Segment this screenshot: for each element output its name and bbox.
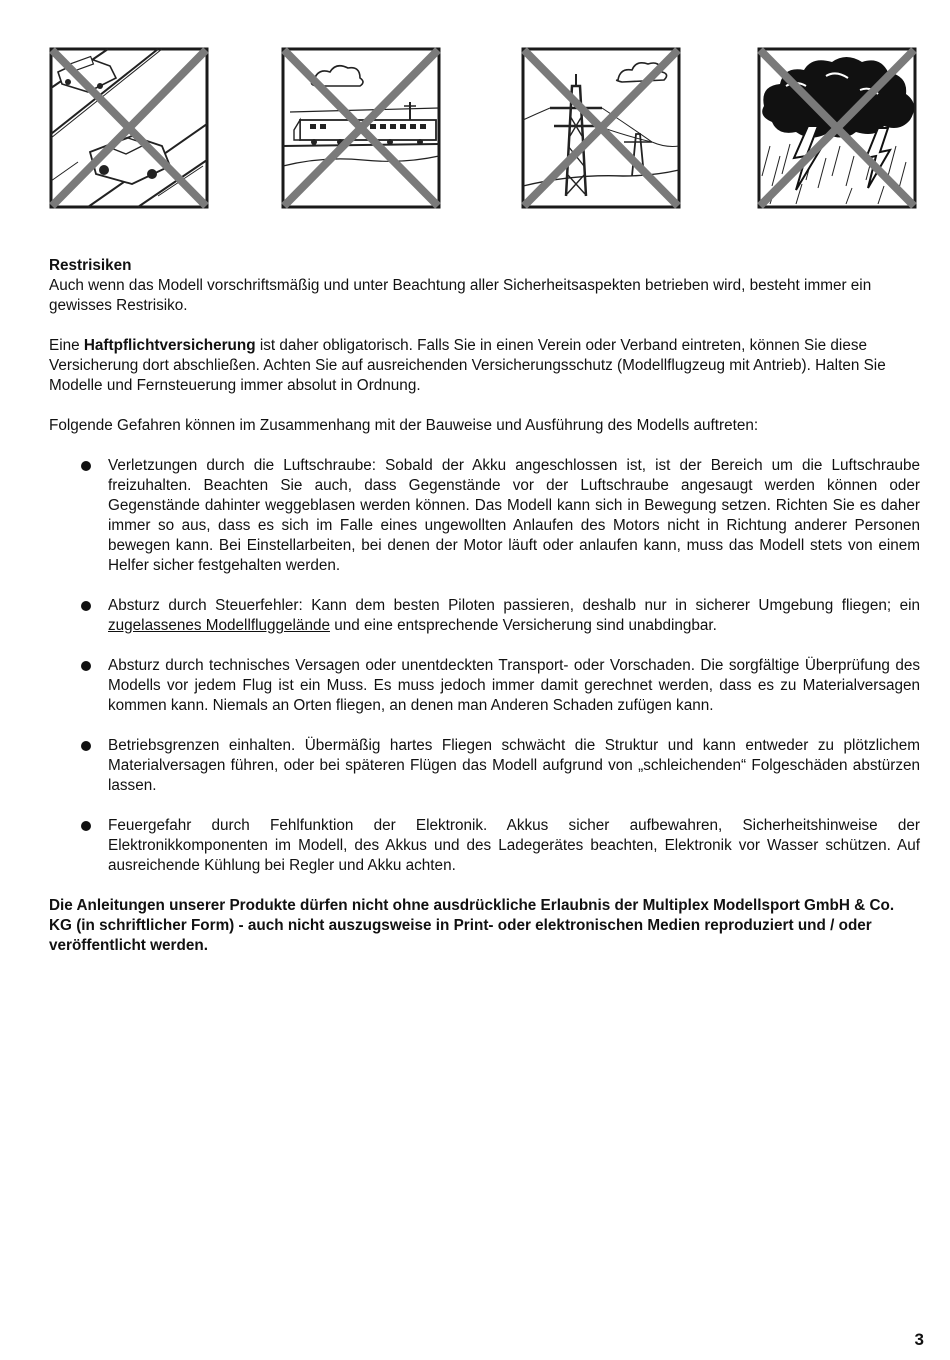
warning-pictograms: [48, 46, 920, 214]
copyright-notice: Die Anleitungen unserer Produkte dürfen nicht ohne ausdrückliche Erlaubnis der Multiplex Modellsport GmbH & Co. KG (in schriftlicher Form) - auch nicht auszugsweise in Print- oder elektronischen Medien reproduziert und / oder veröffentlicht werden.: [49, 897, 895, 954]
list-item: [49, 456, 920, 576]
list-item-text: Betriebsgrenzen einhalten. Übermäßig hartes Fliegen schwächt die Struktur und kann entweder zu plötzlichem Materialversagen führen, oder bei späteren Flügen das Modell aufgrund von „schleichenden“ Folgeschäden abstürzen lassen.: [108, 737, 920, 794]
list-item-text: und eine entsprechende Versicherung sind unabdingbar.: [329, 617, 717, 634]
modellfluggelaende-link[interactable]: zugelassenes Modellfluggelände: [108, 617, 330, 634]
bullet-icon: [81, 821, 91, 831]
page-number: 3: [914, 1330, 924, 1349]
section-heading: Restrisiken: [49, 257, 132, 274]
intro-paragraph: Auch wenn das Modell vorschriftsmäßig und unter Beachtung aller Sicherheitsaspekten betrieben wird, besteht immer ein gewisses Restrisiko.: [49, 277, 872, 314]
dangers-intro: Folgende Gefahren können im Zusammenhang mit der Bauweise und Ausführung des Modells auftreten:: [49, 417, 759, 434]
no-power-lines-icon: [520, 46, 682, 210]
bullet-icon: [81, 461, 91, 471]
no-thunderstorm-icon: [756, 46, 918, 210]
list-item-text: Verletzungen durch die Luftschraube: Sobald der Akku angeschlossen ist, ist der Bereich um die Luftschraube freizuhalten. Beachten Sie auch, dass Gegenstände vor der Luftschraube angesaugt werden können oder Gegenstände dahinter weggeblasen werden können. Das Modell kann sich in Bewegung setzen. Richten Sie es daher immer so aus, dass es sich im Falle eines ungewollten Anlaufen des Motors nicht in Richtung anderer Personen bewegen kann. Bei Einstellarbeiten, bei denen der Motor läuft oder anlaufen kann, muss das Modell stets von einem Helfer sicher festgehalten werden.: [108, 457, 920, 574]
list-item: [49, 736, 920, 796]
danger-list: [49, 456, 920, 876]
list-item: [49, 816, 920, 876]
insurance-paragraph: [49, 336, 920, 396]
no-railway-icon: [280, 46, 442, 210]
insurance-keyword: Haftpflichtversicherung: [83, 337, 256, 354]
list-item-text: Feuergefahr durch Fehlfunktion der Elektronik. Akkus sicher aufbewahren, Sicherheitshinweise der Elektronikkomponenten im Modell, des Akkus und des Ladegerätes beachten, Elektronik vor Wasser schützen. Auf ausreichende Kühlung bei Regler und Akku achten.: [108, 817, 920, 874]
insurance-text-after: ist daher obligatorisch. Falls Sie in einen Verein oder Verband eintreten, können Sie diese Versicherung dort abschließen. Achten Sie auf ausreichenden Versicherungsschutz (Modellflugzeug mit Antrieb). Halten Sie Modelle und Fernsteuerung immer absolut in Ordnung.: [49, 337, 886, 394]
no-roads-icon: [48, 46, 210, 210]
insurance-text-before: Eine: [49, 337, 84, 354]
bullet-icon: [81, 741, 91, 751]
list-item-text: Absturz durch Steuerfehler: Kann dem besten Piloten passieren, deshalb nur in sicherer Umgebung fliegen; ein: [108, 597, 920, 614]
safety-text: [49, 256, 920, 976]
list-item: [49, 656, 920, 716]
bullet-icon: [81, 661, 91, 671]
list-item-text: Absturz durch technisches Versagen oder unentdeckten Transport- oder Vorschaden. Die sorgfältige Überprüfung des Modells vor jedem Flug ist ein Muss. Es muss jedoch immer damit gerechnet werden, dass es zu Materialversagen kommen kann. Niemals an Orten fliegen, an denen man Anderen Schaden zufügen kann.: [108, 657, 920, 714]
list-item: [49, 596, 920, 636]
bullet-icon: [81, 601, 91, 611]
